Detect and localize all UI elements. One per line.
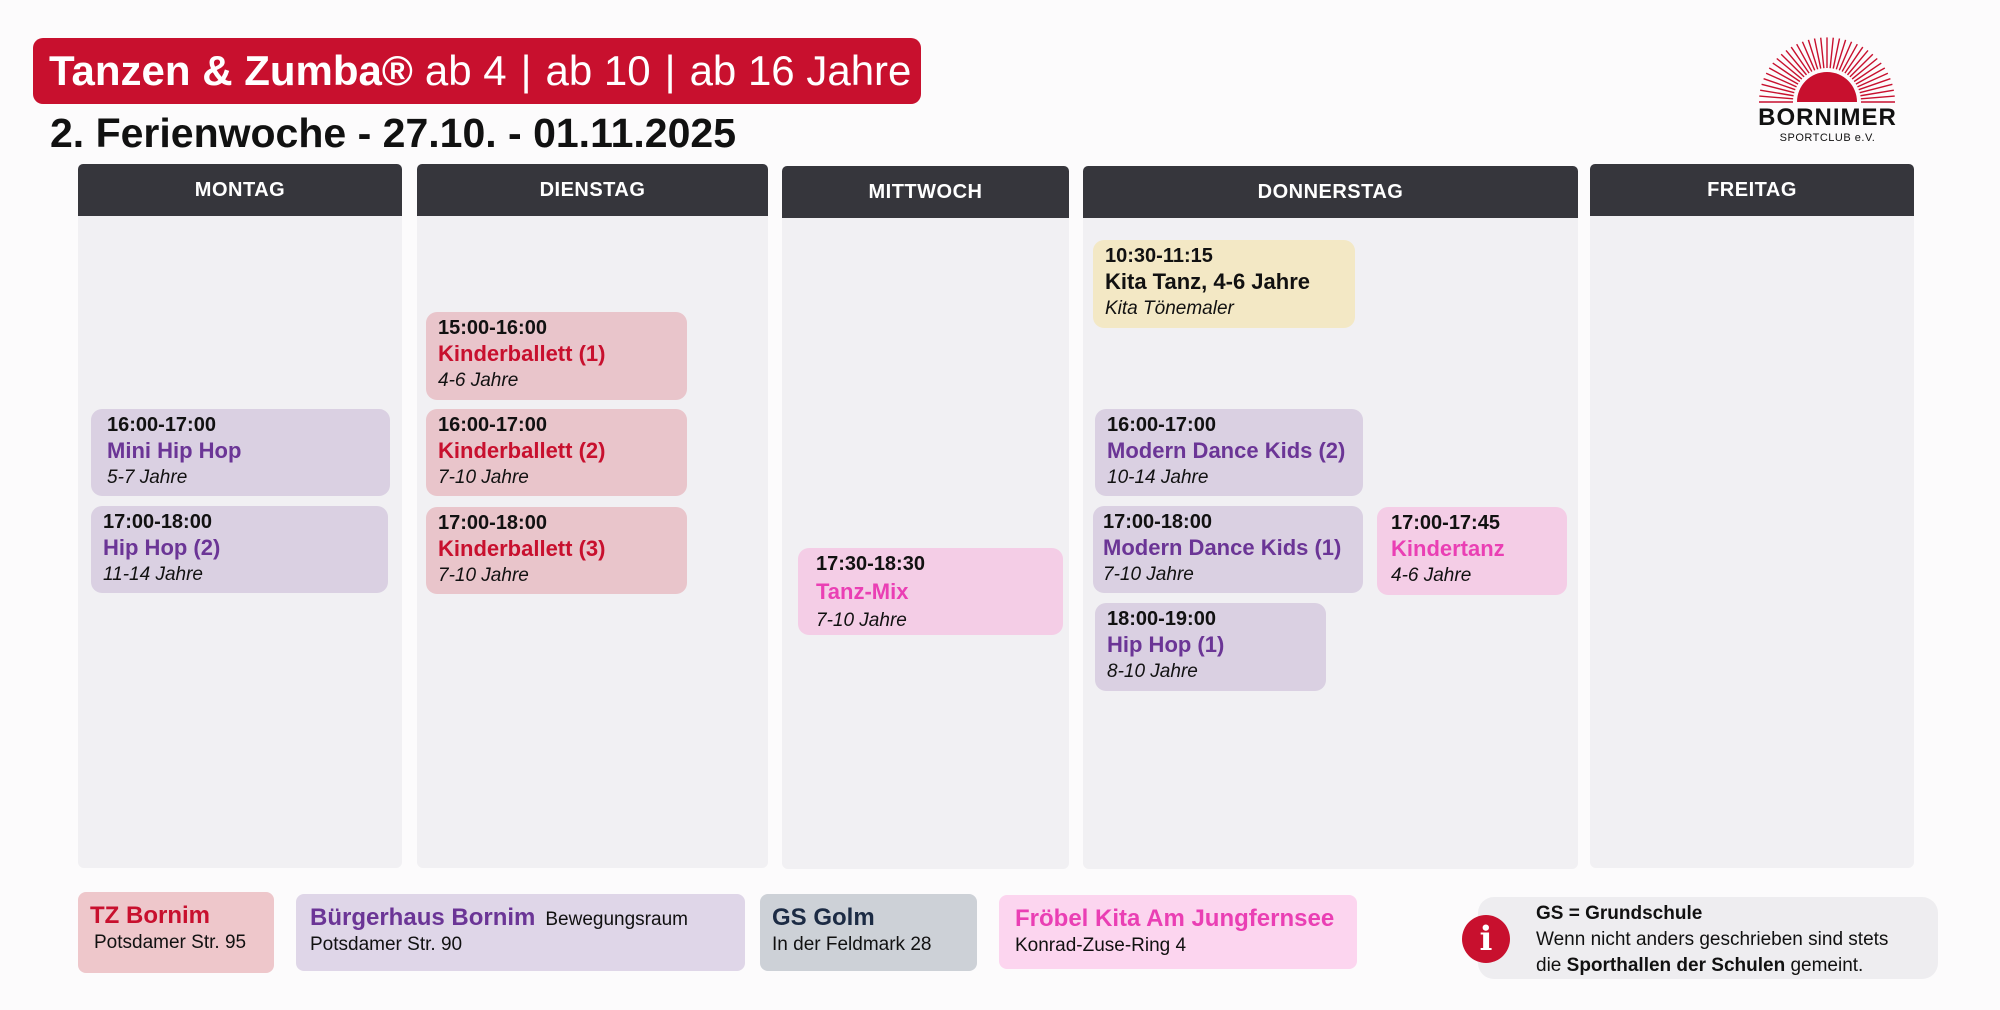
course-note: 11-14 Jahre [103, 564, 203, 585]
course-title: Mini Hip Hop [107, 438, 242, 463]
club-logo [1745, 30, 1910, 150]
course-time: 15:00-16:00 [438, 317, 547, 339]
course-time: 16:00-17:00 [438, 414, 547, 436]
course-card [798, 548, 1063, 635]
course-card [1095, 603, 1326, 691]
course-note: 5-7 Jahre [107, 467, 188, 488]
logo-name: BORNIMER [1758, 104, 1897, 131]
logo-subtitle: SPORTCLUB e.V. [1779, 132, 1876, 144]
course-title: Kinderballett (1) [438, 341, 606, 366]
legend-venue-name: Fröbel Kita Am Jungfernsee [1015, 905, 1335, 932]
course-note: 7-10 Jahre [438, 565, 529, 586]
legend-venue-gs-golm [760, 894, 977, 971]
day-header-montag: MONTAG [78, 164, 402, 216]
info-line-2: die Sporthallen der Schulen gemeint. [1536, 955, 1864, 976]
legend-venue-name: GS Golm [772, 904, 875, 931]
course-note: Kita Tönemaler [1105, 298, 1234, 319]
day-column-mittwoch [782, 166, 1069, 869]
course-title: Tanz-Mix [816, 579, 909, 604]
title-banner [33, 38, 921, 104]
logo-ray [1861, 96, 1895, 99]
course-note: 7-10 Jahre [1103, 564, 1194, 585]
title-part-3: ab 16 Jahre [689, 47, 912, 94]
legend-venue-address: Potsdamer Str. 95 [94, 932, 247, 953]
course-note: 8-10 Jahre [1107, 661, 1198, 682]
course-note: 4-6 Jahre [1391, 565, 1472, 586]
day-header-freitag: FREITAG [1590, 164, 1914, 216]
sunburst-icon [1745, 30, 1910, 110]
course-time: 17:00-18:00 [103, 511, 212, 533]
course-card [426, 312, 687, 400]
course-title: Kinderballett (3) [438, 536, 606, 561]
course-title: Kita Tanz, 4-6 Jahre [1105, 269, 1310, 294]
title-separator: | [520, 47, 532, 94]
title-part-1: ab 4 [424, 47, 507, 94]
legend-venue-address: Potsdamer Str. 90 [310, 934, 463, 955]
logo-ray [1821, 38, 1824, 68]
course-note: 10-14 Jahre [1107, 467, 1209, 488]
course-title: Hip Hop (2) [103, 535, 221, 560]
course-card [1095, 409, 1363, 496]
day-header-donnerstag: DONNERSTAG [1083, 166, 1578, 218]
logo-ray [1830, 38, 1833, 68]
course-time: 18:00-19:00 [1107, 608, 1216, 630]
course-time: 17:00-17:45 [1391, 512, 1500, 534]
day-column-freitag [1590, 164, 1914, 868]
info-icon: i [1462, 915, 1510, 963]
course-title: Kinderballett (2) [438, 438, 606, 463]
logo-ray [1759, 96, 1793, 99]
course-title: Kindertanz [1391, 536, 1505, 561]
legend-venue-name: TZ Bornim [90, 902, 210, 929]
title-part-2: ab 10 [545, 47, 651, 94]
course-card [1093, 240, 1355, 328]
course-note: 7-10 Jahre [816, 610, 907, 631]
course-title: Modern Dance Kids (1) [1103, 535, 1342, 560]
info-heading: GS = Grundschule [1536, 903, 1703, 924]
legend-venue-extra: Bewegungsraum [545, 909, 688, 930]
course-title: Modern Dance Kids (2) [1107, 438, 1346, 463]
course-time: 17:00-18:00 [1103, 511, 1212, 533]
legend-venue-address: Konrad-Zuse-Ring 4 [1015, 935, 1187, 956]
info-box [1478, 897, 1938, 979]
course-time: 10:30-11:15 [1105, 245, 1213, 267]
legend-venue-name: Bürgerhaus Bornim [310, 904, 536, 931]
legend-venue-tz-bornim [78, 892, 274, 973]
title-main: Tanzen & Zumba® [49, 47, 413, 94]
legend-venue-address: In der Feldmark 28 [772, 934, 932, 955]
legend-venue-buergerhaus [296, 894, 745, 971]
course-card [1377, 507, 1567, 595]
course-title: Hip Hop (1) [1107, 632, 1225, 657]
course-card [426, 507, 687, 594]
course-card [91, 409, 390, 496]
course-time: 17:00-18:00 [438, 512, 547, 534]
course-note: 4-6 Jahre [438, 370, 519, 391]
course-time: 16:00-17:00 [1107, 414, 1216, 436]
day-header-dienstag: DIENSTAG [417, 164, 768, 216]
info-line-1: Wenn nicht anders geschrieben sind stets [1536, 929, 1889, 950]
page-subtitle: 2. Ferienwoche - 27.10. - 01.11.2025 [50, 110, 737, 156]
course-note: 7-10 Jahre [438, 467, 529, 488]
day-header-mittwoch: MITTWOCH [782, 166, 1069, 218]
course-time: 16:00-17:00 [107, 414, 216, 436]
course-time: 17:30-18:30 [816, 553, 925, 575]
course-card [91, 506, 388, 593]
course-card [426, 409, 687, 496]
legend-venue-froebel-kita [999, 895, 1357, 969]
title-separator: | [664, 47, 676, 94]
course-card [1093, 506, 1363, 593]
